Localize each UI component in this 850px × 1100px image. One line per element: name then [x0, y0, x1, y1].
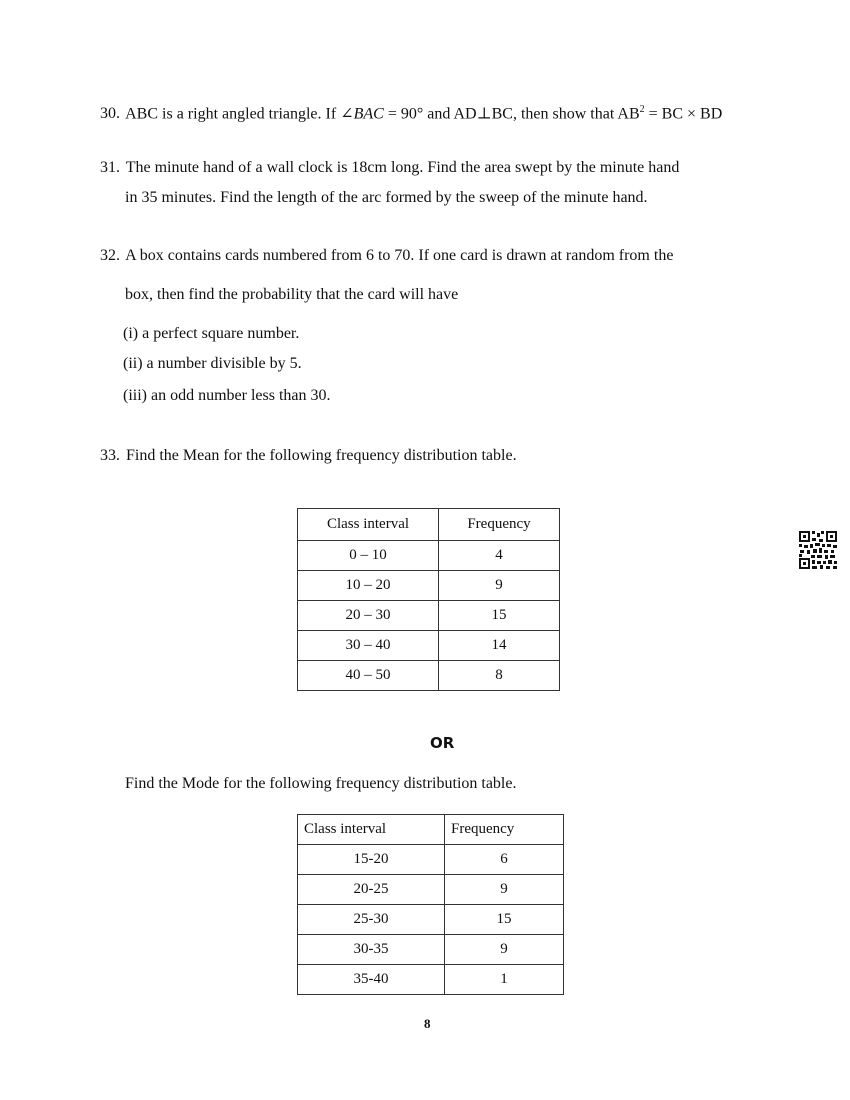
question-30 — [100, 100, 722, 124]
frequency-cell: 4 — [439, 541, 560, 571]
question-number: 30. — [100, 105, 120, 123]
class-interval-cell: 10 – 20 — [298, 571, 439, 601]
class-interval-cell: 30 – 40 — [298, 631, 439, 661]
table-row — [298, 541, 560, 571]
or-separator: OR — [430, 734, 455, 752]
question-33-alternative: Find the Mode for the following frequency distribution table. — [125, 775, 517, 792]
question-32-part-i: (i) a perfect square number. — [123, 325, 300, 342]
class-interval-cell: 20 – 30 — [298, 601, 439, 631]
question-31-line-1 — [100, 158, 679, 178]
table-row — [298, 965, 564, 995]
angle-label: BAC — [353, 105, 384, 123]
frequency-cell: 1 — [445, 965, 564, 995]
question-32-part-ii: (ii) a number divisible by 5. — [123, 355, 302, 372]
table-row — [298, 661, 560, 691]
question-text-end: = BC × BD — [644, 105, 723, 123]
question-number: 32. — [100, 247, 120, 264]
frequency-cell: 8 — [439, 661, 560, 691]
table-row — [298, 845, 564, 875]
header-class-interval: Class interval — [298, 509, 439, 541]
mean-frequency-table — [297, 508, 560, 691]
question-text: ABC is a right angled triangle. If ∠ — [125, 105, 354, 123]
table-row — [298, 601, 560, 631]
qr-code-icon[interactable] — [798, 530, 838, 570]
class-interval-cell: 20-25 — [298, 875, 445, 905]
question-32-line-2: box, then find the probability that the card will have — [125, 286, 459, 303]
class-interval-cell: 40 – 50 — [298, 661, 439, 691]
question-32-part-iii: (iii) an odd number less than 30. — [123, 387, 331, 404]
frequency-cell: 15 — [445, 905, 564, 935]
frequency-cell: 15 — [439, 601, 560, 631]
frequency-cell: 9 — [439, 571, 560, 601]
question-31-line-2: in 35 minutes. Find the length of the arc formed by the sweep of the minute hand. — [125, 189, 648, 206]
header-frequency: Frequency — [439, 509, 560, 541]
question-text: A box contains cards numbered from 6 to 70. If one card is drawn at random from the — [125, 247, 674, 264]
question-33 — [100, 446, 517, 466]
frequency-cell: 9 — [445, 935, 564, 965]
question-text-cont: = 90° and AD⊥BC, then show that AB — [383, 105, 640, 123]
mode-frequency-table — [297, 814, 564, 995]
page-number: 8 — [424, 1016, 431, 1031]
table-row — [298, 905, 564, 935]
question-number: 31. — [100, 159, 120, 176]
table-row — [298, 875, 564, 905]
class-interval-cell: 15-20 — [298, 845, 445, 875]
header-frequency: Frequency — [445, 815, 564, 845]
question-number: 33. — [100, 447, 120, 464]
class-interval-cell: 35-40 — [298, 965, 445, 995]
question-32-line-1 — [100, 246, 673, 266]
table-row — [298, 571, 560, 601]
frequency-cell: 9 — [445, 875, 564, 905]
frequency-cell: 14 — [439, 631, 560, 661]
table-header-row — [298, 509, 560, 541]
header-class-interval: Class interval — [298, 815, 445, 845]
class-interval-cell: 0 – 10 — [298, 541, 439, 571]
superscript: 2 — [639, 104, 645, 115]
question-text: The minute hand of a wall clock is 18cm long. Find the area swept by the minute hand — [125, 159, 680, 176]
class-interval-cell: 30-35 — [298, 935, 445, 965]
table-row — [298, 935, 564, 965]
table-header-row — [298, 815, 564, 845]
question-text: Find the Mean for the following frequency distribution table. — [126, 447, 517, 464]
table-row — [298, 631, 560, 661]
frequency-cell: 6 — [445, 845, 564, 875]
class-interval-cell: 25-30 — [298, 905, 445, 935]
